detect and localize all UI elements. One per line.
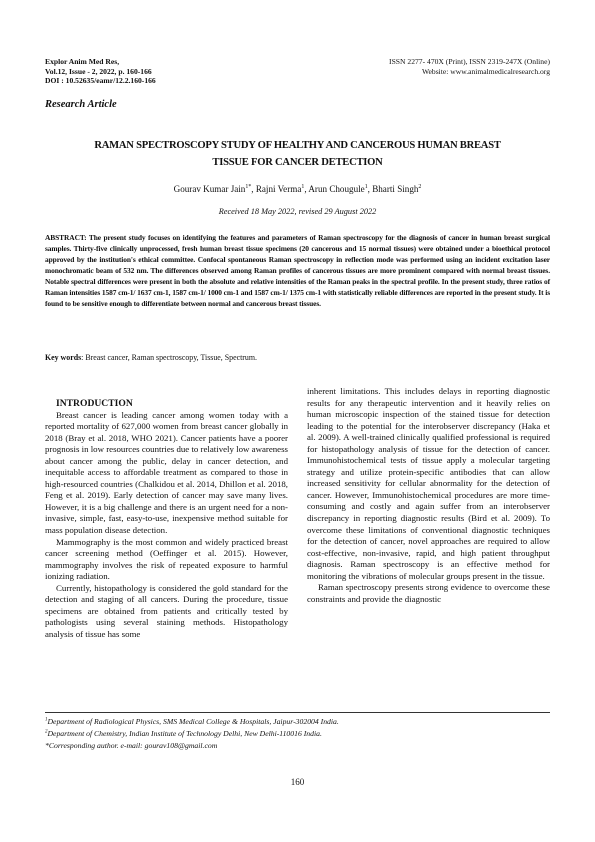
journal-header bbox=[45, 57, 156, 86]
journal-website: Website: www.animalmedicalresearch.org bbox=[421, 66, 550, 76]
author-2: , Rajni Verma bbox=[251, 184, 302, 194]
author-3-affiliation: 1 bbox=[364, 183, 368, 190]
body-column-left bbox=[45, 398, 288, 640]
footnote-1-marker: 1 bbox=[45, 717, 48, 723]
received-dates: Received 18 May 2022, revised 29 August 2022 bbox=[218, 207, 377, 216]
body-paragraph: Raman spectroscopy presents strong evidence to overcome these constraints and provide the diagnostic bbox=[307, 582, 550, 604]
footnote-affiliation-1 bbox=[45, 716, 339, 728]
body-column-right bbox=[307, 386, 550, 605]
keywords-label: Key words bbox=[45, 353, 82, 362]
journal-issn: ISSN 2277- 470X (Print), ISSN 2319-247X (Online) bbox=[389, 57, 550, 66]
footnotes bbox=[45, 716, 339, 752]
footnote-2-text: Department of Chemistry, Indian Institute of Technology Delhi, New Delhi-110016 India. bbox=[47, 729, 322, 738]
author-2-affiliation: 1 bbox=[301, 183, 305, 190]
article-type: Research Article bbox=[45, 99, 117, 110]
abstract-label: ABSTRACT: bbox=[45, 233, 87, 242]
author-4-affiliation: 2 bbox=[418, 183, 422, 190]
abstract-text: The present study focuses on identifying the features and parameters of Raman spectroscopy for the diagnosis of cancer in human breast surgical samples. Thirty-five clinically unprocessed, fresh human breast tissue specimens (20 cancerous and 15 normal tissues) were obtained under a bioethical protocol approved by the institution's ethical committee. Confocal spontaneous Raman spectroscopy in reflection mode was performed using an incident excitation laser monochromatic beam of 532 nm. The differences observed among Raman profiles of cancerous tissues are more prominent compared with normal breast tissues. Notable spectral differences were present in both the absolute and relative intensities of the Raman peaks in the spectral profile. In the present study, three ratios of Raman intensities 1587 cm-1/ 1637 cm-1, 1587 cm-1/ 1000 cm-1 and 1587 cm-1/ 1375 cm-1 with statistically reliable differences are reported in the present study. It is found to be sensitive enough to differentiate between normal and cancerous breast tissues. bbox=[45, 233, 550, 309]
journal-volume: Vol.12, Issue - 2, 2022, p. 160-166 bbox=[45, 66, 152, 76]
author-3: , Arun Chougule bbox=[304, 184, 365, 194]
page-number: 160 bbox=[290, 777, 305, 787]
keywords bbox=[45, 353, 550, 362]
author-1-affiliation: 1* bbox=[245, 183, 252, 190]
journal-doi: DOI : 10.52635/eamr/12.2.160-166 bbox=[45, 76, 156, 86]
footnote-2-marker: 2 bbox=[45, 729, 48, 735]
body-paragraph: Breast cancer is leading cancer among women today with a reported mortality of 627,000 women from breast cancer globally in 2018 (Bray et al. 2018, WHO 2021). Cancer patients have a poorer prognosis in low resources countries due to relatively low awareness about cancer among the public, delay in cancer detection, and inequitable access to affordable treatment as compared to those in high-resourced countries (Chalkidou et al. 2014, Dhillon et al. 2018, Feng et al. 2019). Early detection of cancer may save many lives. However, it is a big challenge and there is an urgent need for a non-invasive, simple, fast, easy-to-use, inexpensive method suitable for mass population disease detection. bbox=[45, 409, 288, 536]
title-line-2: TISSUE FOR CANCER DETECTION bbox=[212, 157, 383, 168]
body-paragraph: Mammography is the most common and widely practiced breast cancer screening method (Oeffinger et al. 2015). However, mammography involves the risk of repeated exposure to harmful ionizing radiation. bbox=[45, 536, 288, 582]
body-paragraph: Currently, histopathology is considered the gold standard for the detection and staging of all cancers. During the procedure, tissue specimens are obtained from patients and critically tested by pathologists using several staining methods. Histopathology analysis of tissue has some bbox=[45, 582, 288, 639]
section-heading-introduction: INTRODUCTION bbox=[56, 398, 133, 409]
footnote-1-text: Department of Radiological Physics, SMS Medical College & Hospitals, Jaipur-302004 India. bbox=[47, 717, 339, 726]
footnote-corresponding-author: *Corresponding author. e-mail: gourav108@gmail.com bbox=[45, 741, 218, 750]
keywords-text: : Breast cancer, Raman spectroscopy, Tissue, Spectrum. bbox=[81, 353, 257, 362]
footnote-divider bbox=[45, 712, 550, 713]
author-list bbox=[45, 184, 550, 194]
journal-name: Explor Anim Med Res, bbox=[45, 57, 120, 66]
author-4: , Bharti Singh bbox=[367, 184, 419, 194]
footnote-affiliation-2 bbox=[45, 728, 339, 740]
author-1: Gourav Kumar Jain bbox=[173, 184, 246, 194]
body-paragraph: inherent limitations. This includes delays in reporting diagnostic results for any therapeutic intervention and it heavily relies on human microscopic inspection of the stained tissue for detection leading to the potential for the interobserver discrepancy (Haka et al. 2009). A well-trained clinically qualified professional is required for histopathology analysis of tissue for the detection of cancer. Immunohistochemical tests of tissue apply a molecular targeting strategy and utilize protein-specific antibodies that can allow increased sensitivity for cellular abnormality for the detection of cancer. However, Immunohistochemical procedures are more time-consuming and costly and again suffer from an interobserver discrepancy in reporting diagnostic results (Bird et al. 2009). To overcome these limitations of conventional diagnostic techniques for the detection of cancer, novel approaches are required to allow cost-effective, non-invasive, rapid, and high patient throughput diagnosis. Raman spectroscopy is an effective method for monitoring the vibrations of molecular groups present in the tissue. bbox=[307, 386, 550, 581]
abstract bbox=[45, 232, 550, 309]
paper-title bbox=[45, 137, 550, 171]
title-line-1: RAMAN SPECTROSCOPY STUDY OF HEALTHY AND CANCEROUS HUMAN BREAST bbox=[94, 140, 501, 151]
journal-issn-block bbox=[389, 57, 550, 76]
